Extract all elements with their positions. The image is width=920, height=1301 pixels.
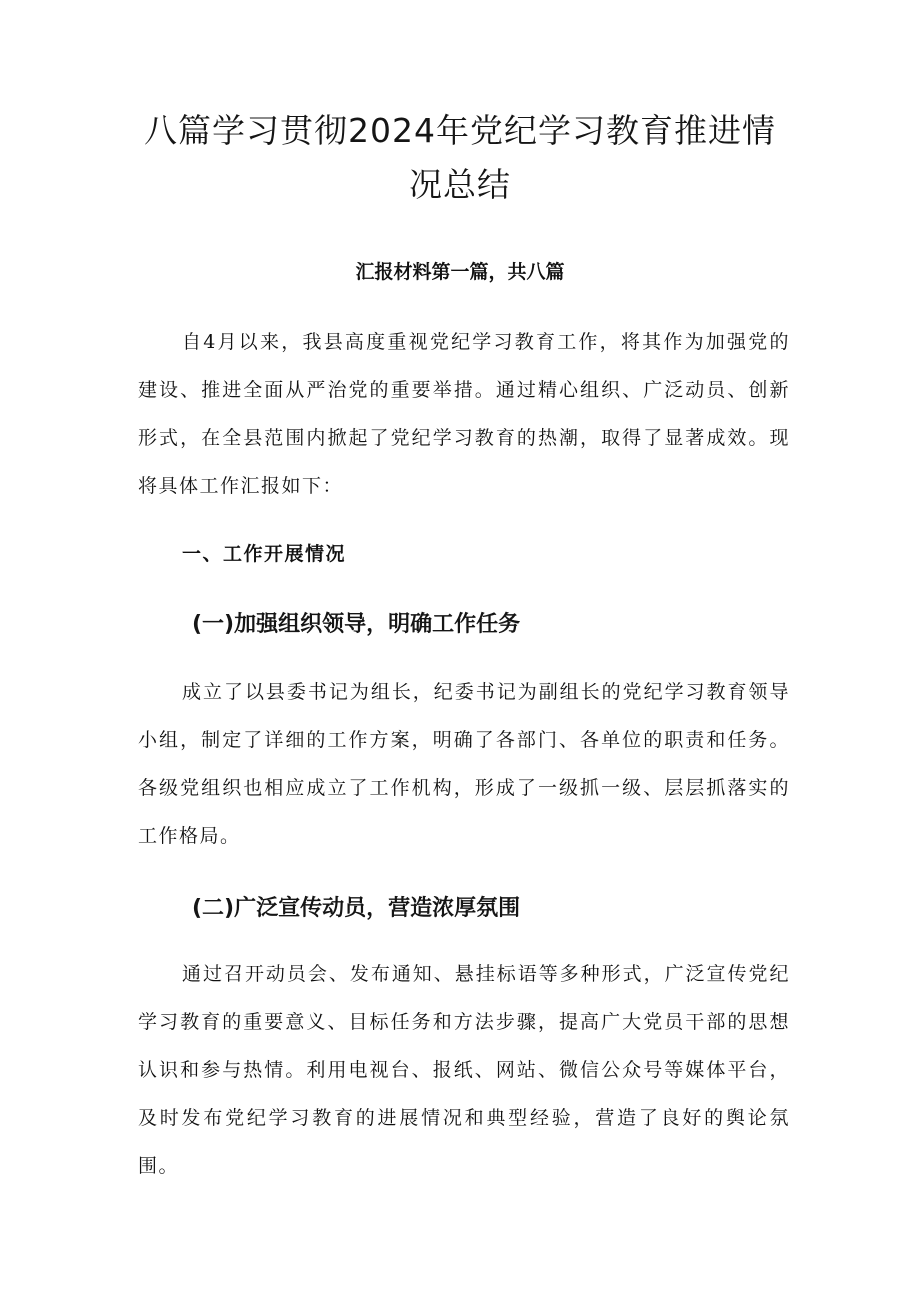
section-heading: 一、工作开展情况 [182,543,347,565]
subsection-paragraph-2: 通过召开动员会、发布通知、悬挂标语等多种形式，广泛宣传党纪学习教育的重要意义、目标任务和方法步骤，提高广大党员干部的思想认识和参与热情。利用电视台、报纸、网站、微信公众号等媒体平台，及时发布党纪学习教育的进展情况和典型经验，营造了良好的舆论氛围。 [138,963,790,1177]
subsection-heading-2: (二)广泛宣传动员，营造浓厚氛围 [192,896,521,921]
subsection-heading-1: (一)加强组织领导，明确工作任务 [192,612,521,637]
document-title: 八篇学习贯彻2024年党纪学习教育推进情况总结 [144,111,776,204]
document-subtitle: 汇报材料第一篇，共八篇 [355,261,565,283]
intro-paragraph: 自4月以来，我县高度重视党纪学习教育工作，将其作为加强党的建设、推进全面从严治党的重要举措。通过精心组织、广泛动员、创新形式，在全县范围内掀起了党纪学习教育的热潮，取得了显著成效。现将具体工作汇报如下： [138,331,790,497]
subsection-paragraph-1: 成立了以县委书记为组长，纪委书记为副组长的党纪学习教育领导小组，制定了详细的工作方案，明确了各部门、各单位的职责和任务。各级党组织也相应成立了工作机构，形成了一级抓一级、层层抓落实的工作格局。 [138,681,790,847]
